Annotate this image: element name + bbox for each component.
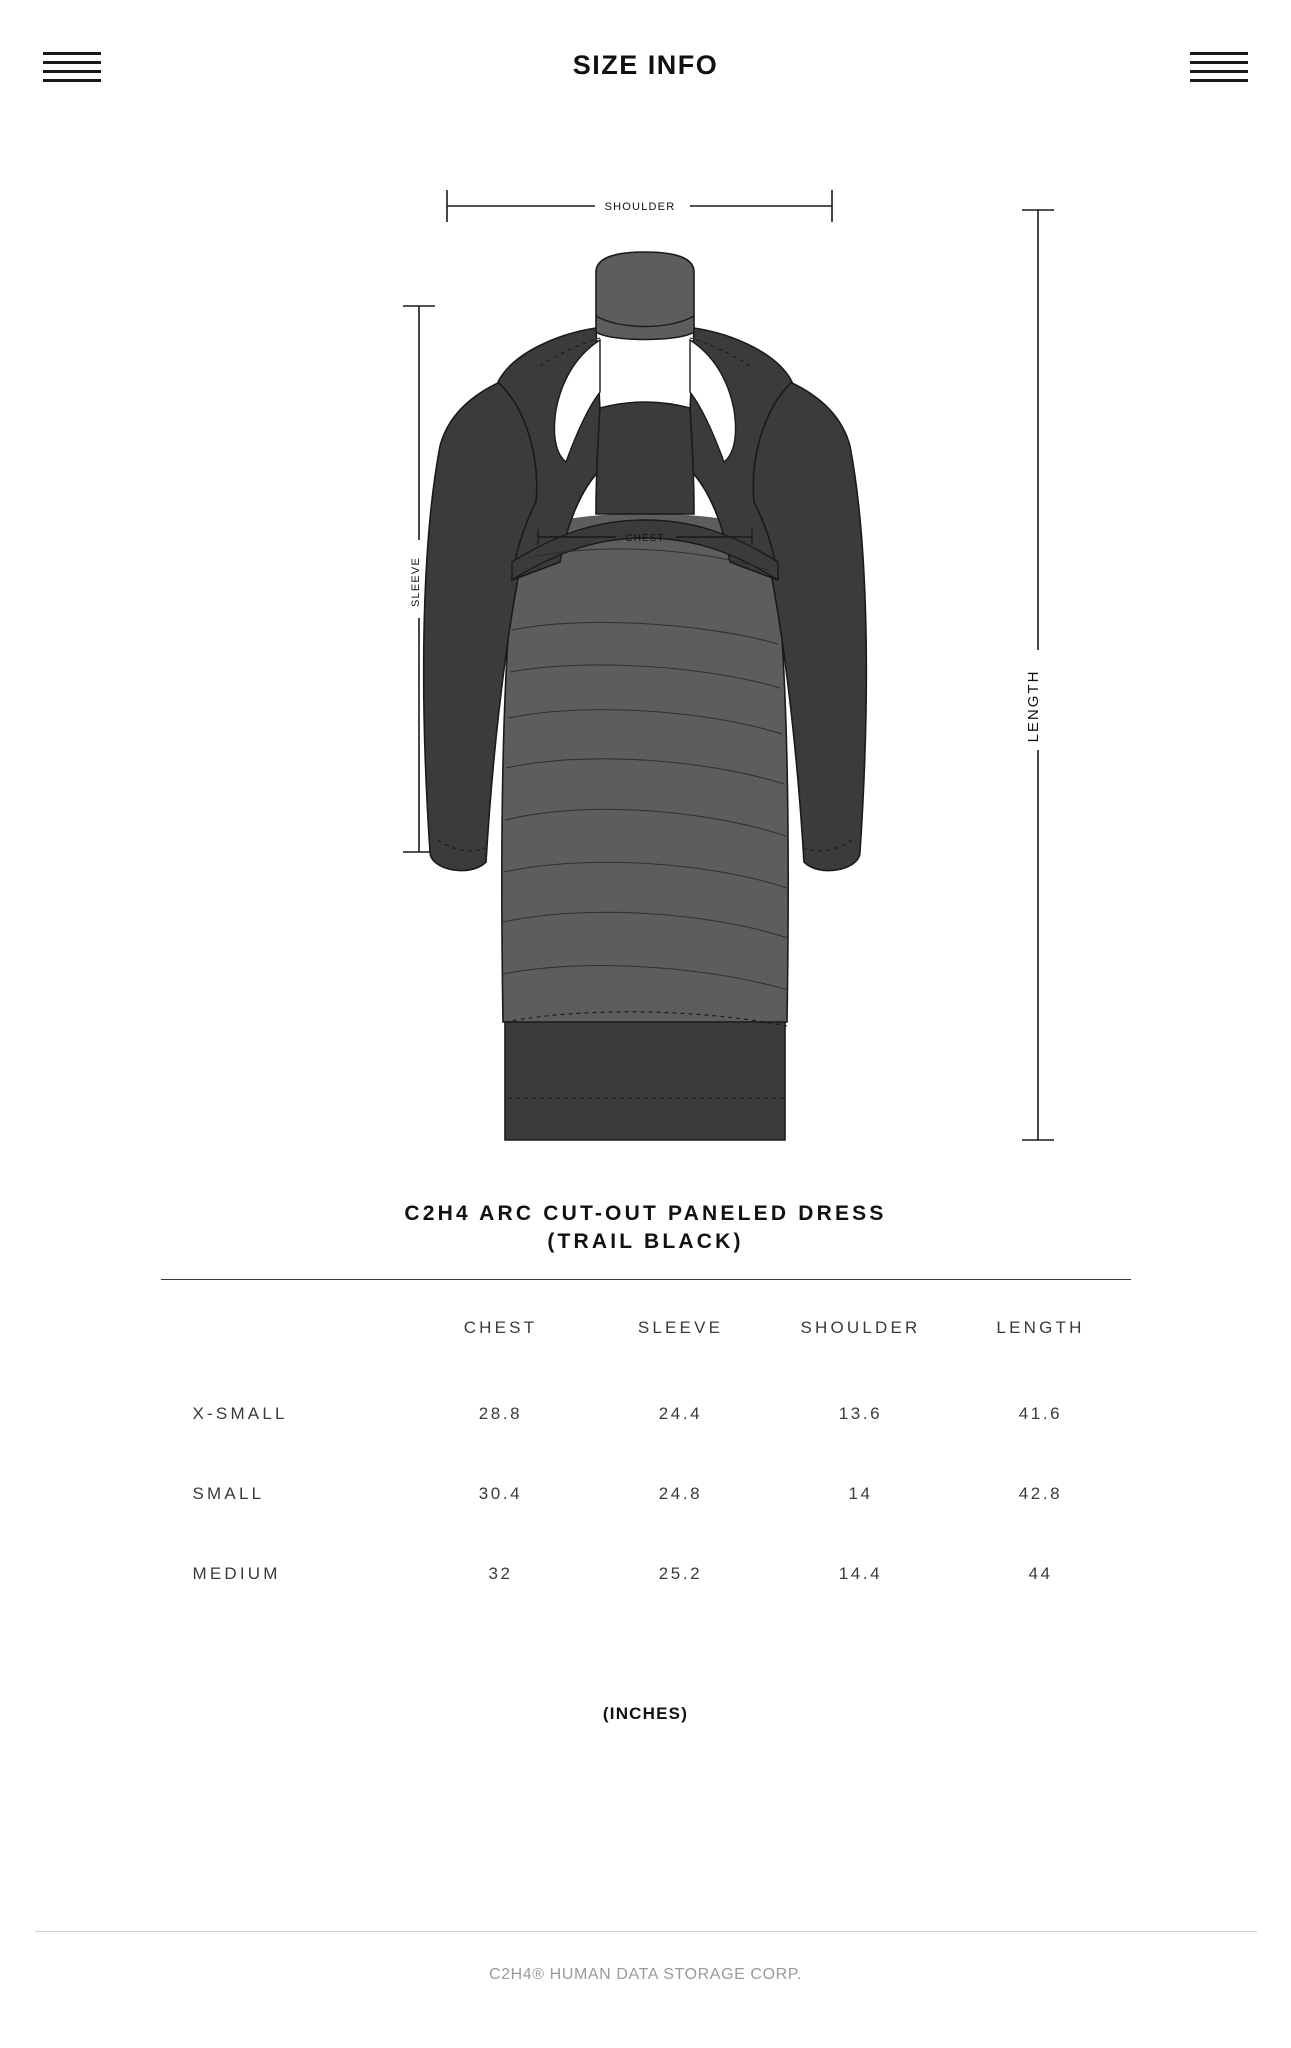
column-header-shoulder: SHOULDER — [771, 1279, 951, 1374]
size-table-head — [161, 1279, 1131, 1374]
table-header-row — [161, 1279, 1131, 1374]
hamburger-icon-right[interactable] — [1190, 52, 1248, 84]
table-row — [161, 1534, 1131, 1614]
center-chest-panel — [596, 402, 694, 514]
table-row — [161, 1454, 1131, 1534]
cell-xsmall-shoulder: 13.6 — [838, 1403, 883, 1423]
footer-divider — [35, 1931, 1257, 1932]
cell-small-chest: 30.4 — [478, 1483, 523, 1503]
hamburger-line — [1190, 61, 1248, 64]
garment-diagram — [0, 110, 1291, 1190]
cell-medium-chest: 32 — [488, 1563, 513, 1583]
page-footer — [0, 1931, 1291, 1984]
chest-label: CHEST — [625, 533, 665, 544]
length-label: LENGTH — [1025, 669, 1042, 743]
cell-medium-length: 44 — [1028, 1563, 1053, 1583]
table-row — [161, 1374, 1131, 1454]
cell-xsmall-length: 41.6 — [1018, 1403, 1063, 1423]
hamburger-line — [1190, 52, 1248, 55]
cell-small-sleeve: 24.8 — [658, 1483, 703, 1503]
row-label-small: SMALL — [192, 1483, 265, 1503]
size-table — [161, 1279, 1131, 1614]
product-block — [0, 1200, 1291, 1257]
dress-illustration — [424, 252, 867, 1140]
column-header-sleeve: SLEEVE — [591, 1279, 771, 1374]
footer-text: C2H4® HUMAN DATA STORAGE CORP. — [488, 1966, 803, 1983]
row-label-medium: MEDIUM — [192, 1563, 281, 1583]
cell-small-shoulder: 14 — [848, 1483, 873, 1503]
cell-medium-shoulder: 14.4 — [838, 1563, 883, 1583]
column-header-length: LENGTH — [951, 1279, 1131, 1374]
cell-xsmall-chest: 28.8 — [478, 1403, 523, 1423]
page-header — [0, 0, 1291, 110]
cell-small-length: 42.8 — [1018, 1483, 1063, 1503]
product-title: C2H4 ARC CUT-OUT PANELED DRESS — [404, 1202, 887, 1225]
size-table-body — [161, 1374, 1131, 1614]
cell-medium-sleeve: 25.2 — [658, 1563, 703, 1583]
hem-panel — [505, 1015, 785, 1140]
column-header-chest: CHEST — [411, 1279, 591, 1374]
shoulder-label: SHOULDER — [604, 201, 676, 213]
column-header-size — [161, 1279, 411, 1374]
sleeve-label: SLEEVE — [410, 556, 422, 608]
cell-xsmall-sleeve: 24.4 — [658, 1403, 703, 1423]
row-label-xsmall: X-SMALL — [192, 1403, 288, 1423]
product-subtitle: (TRAIL BLACK) — [547, 1230, 744, 1254]
page-title: SIZE INFO — [572, 50, 719, 80]
units-note: (INCHES) — [602, 1703, 689, 1723]
hamburger-line — [1190, 70, 1248, 73]
hamburger-line — [1190, 79, 1248, 82]
